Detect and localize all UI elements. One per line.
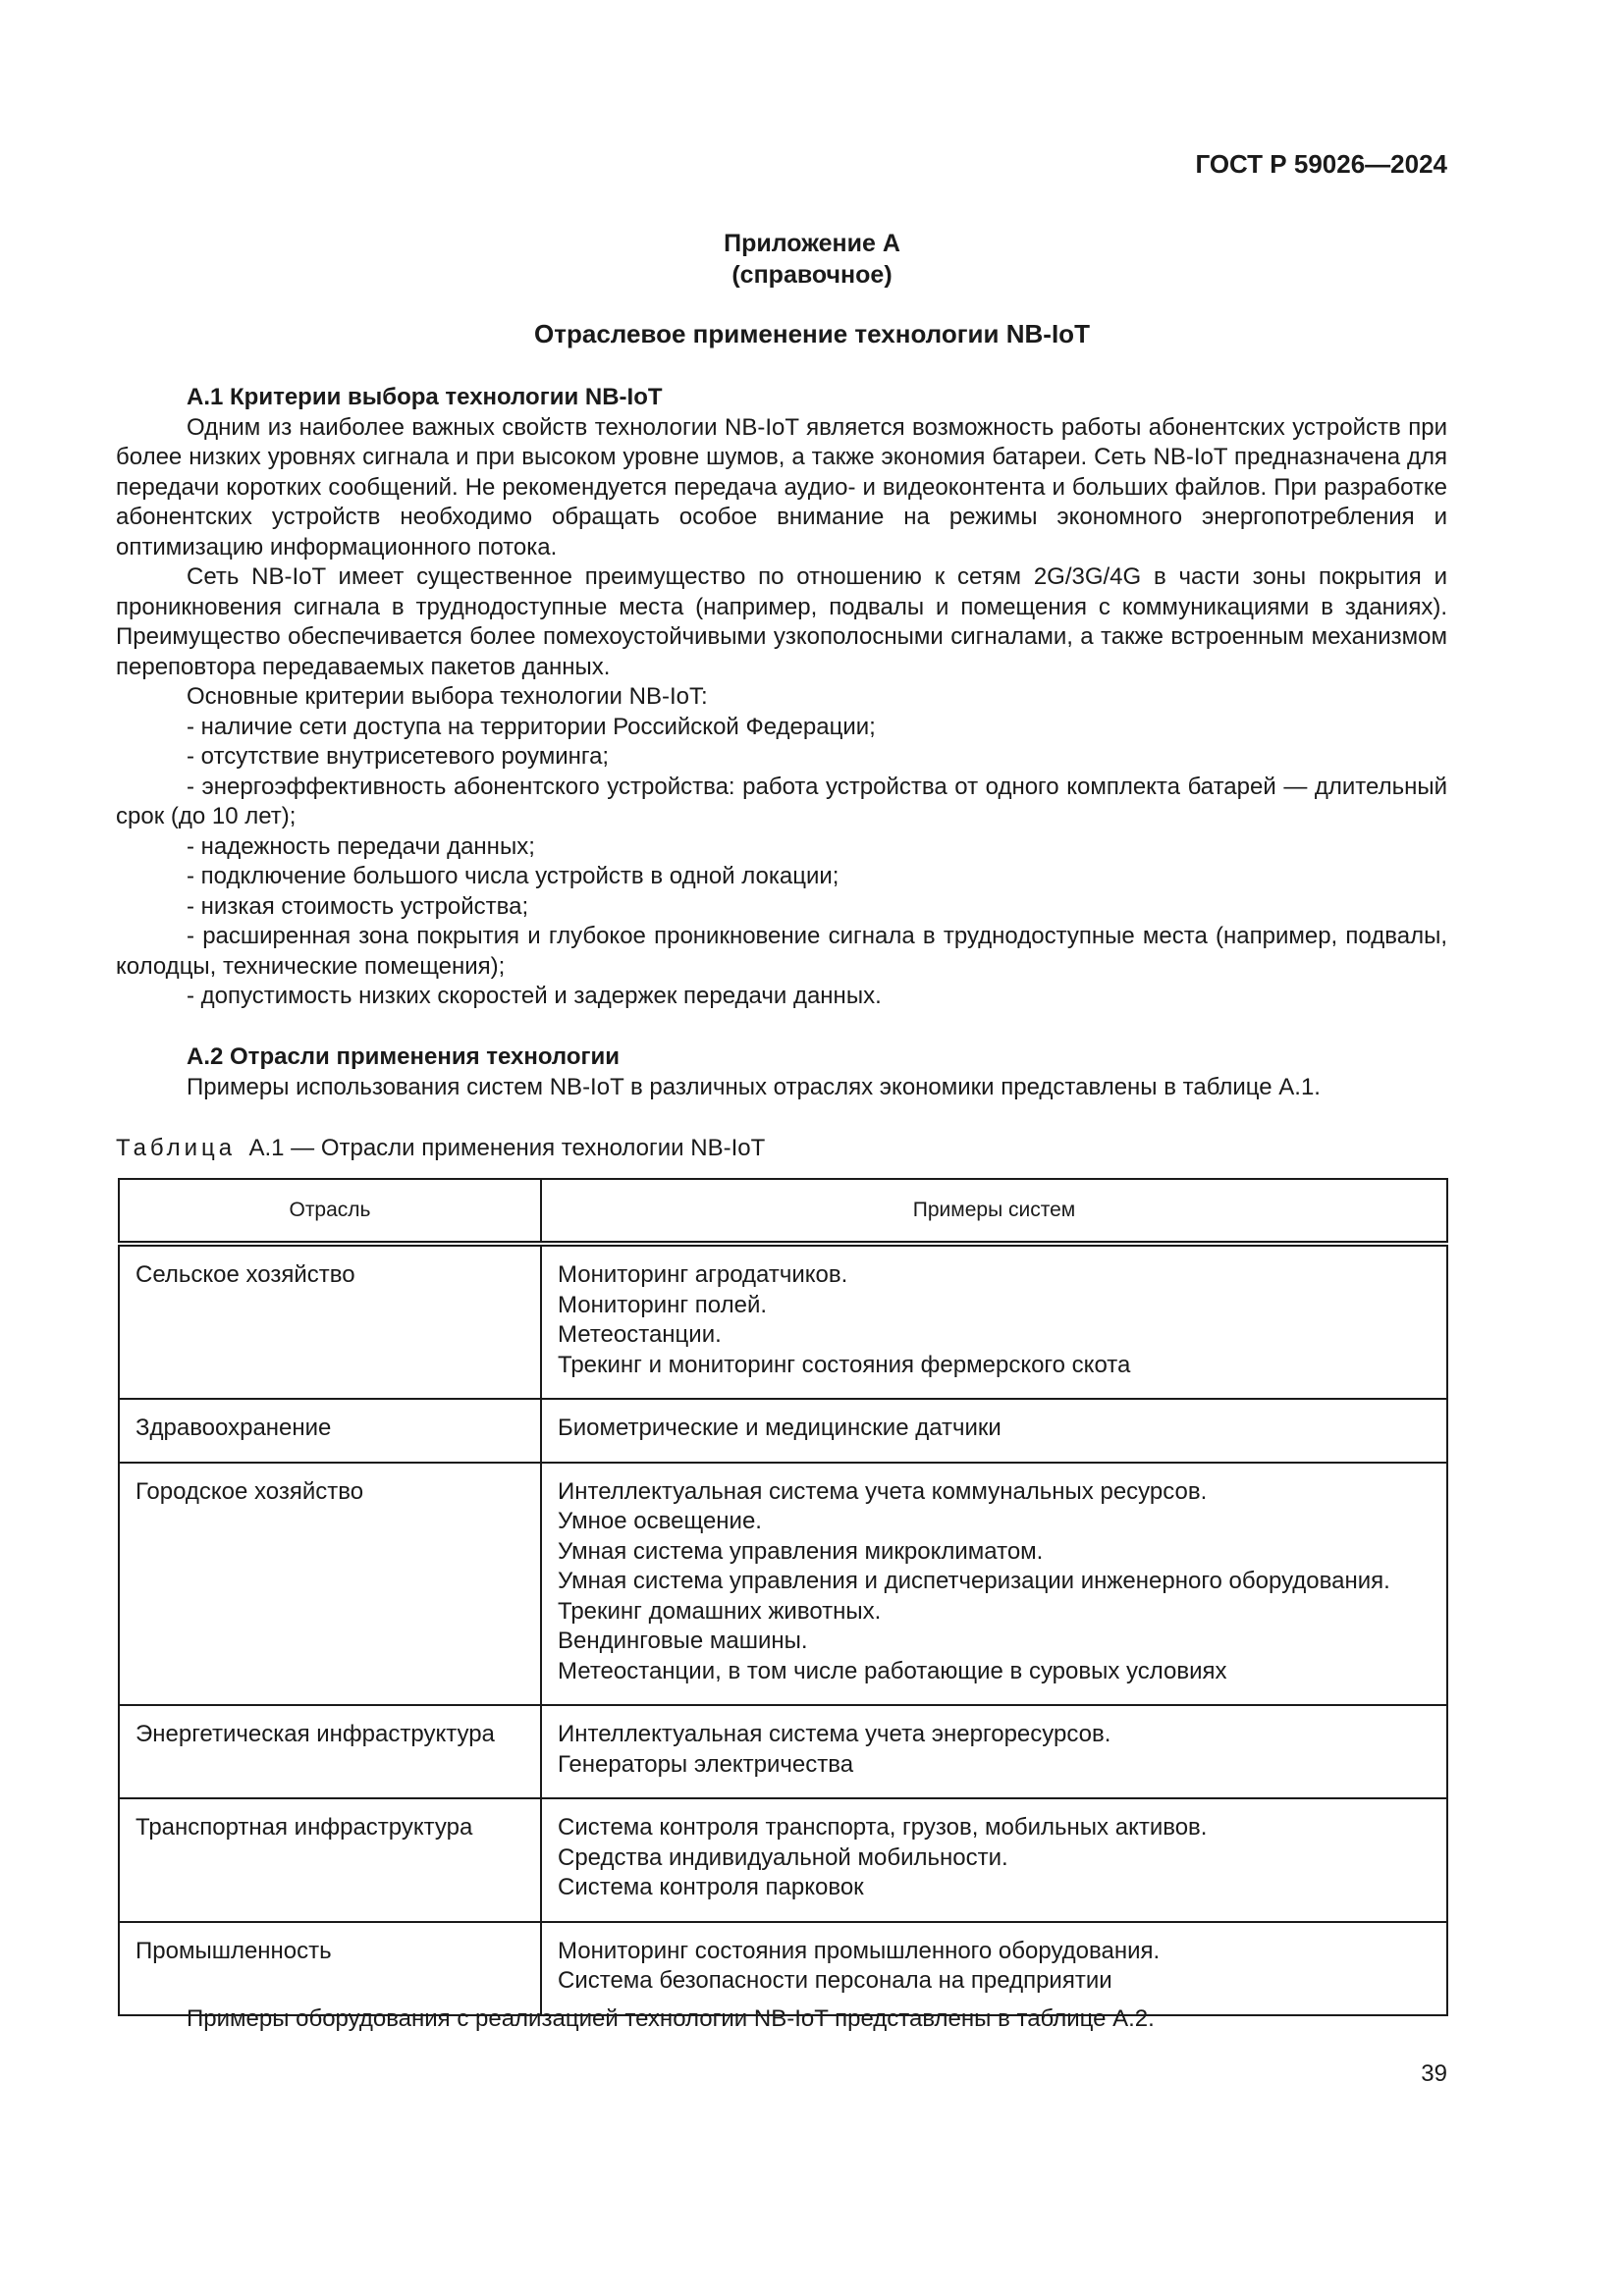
section-a1-heading: А.1 Критерии выбора технологии NB-IoT	[187, 384, 663, 410]
table-row	[119, 1798, 1447, 1922]
example-line: Интеллектуальная система учета коммунальных ресурсов.	[558, 1477, 1208, 1505]
paragraph: Сеть NB-IoT имеет существенное преимущество по отношению к сетям 2G/3G/4G в части зоны покрытия и проникновения сигнала в труднодоступные места (например, подвалы и помещения с коммуникациями в зданиях). Преимущество обеспечивается более помехоустойчивыми узкополосными сигналами, а также встроенным механизмом переповтора передаваемых пакетов данных.	[116, 563, 1447, 680]
column-header-industry: Отрасль	[119, 1179, 541, 1244]
examples-cell	[541, 1705, 1447, 1798]
examples-cell	[541, 1399, 1447, 1463]
table-caption-prefix: Таблица	[116, 1135, 237, 1161]
example-line: Мониторинг полей.	[558, 1291, 768, 1318]
examples-cell	[541, 1798, 1447, 1922]
list-item: - наличие сети доступа на территории Российской Федерации;	[187, 713, 876, 740]
list-item: - отсутствие внутрисетевого роуминга;	[187, 743, 610, 770]
industry-cell: Промышленность	[119, 1922, 541, 2015]
section-a2	[116, 1042, 1447, 1102]
example-line: Метеостанции.	[558, 1321, 722, 1348]
examples-cell	[541, 1244, 1447, 1399]
example-line: Система контроля парковок	[558, 1874, 864, 1900]
industry-cell: Транспортная инфраструктура	[119, 1798, 541, 1922]
list-item: - энергоэффективность абонентского устройства: работа устройства от одного комплекта батарей — длительный срок (до 10 лет);	[116, 773, 1447, 829]
list-item: - расширенная зона покрытия и глубокое проникновение сигнала в труднодоступные места (например, подвалы, колодцы, технические помещения);	[116, 923, 1447, 980]
page-number: 39	[1421, 2060, 1447, 2087]
section-a2-heading: А.2 Отрасли применения технологии	[187, 1043, 621, 1070]
table-header-row	[119, 1179, 1447, 1244]
annex-heading	[0, 228, 1624, 291]
industry-cell: Городское хозяйство	[119, 1463, 541, 1706]
annex-type: (справочное)	[731, 261, 893, 289]
example-line: Мониторинг состояния промышленного оборудования.	[558, 1937, 1161, 1964]
table-row	[119, 1922, 1447, 2015]
example-line: Средства индивидуальной мобильности.	[558, 1843, 1008, 1871]
table-caption-text: А.1 — Отрасли применения технологии NB-IoT	[248, 1135, 766, 1161]
list-item: - низкая стоимость устройства;	[187, 892, 529, 920]
paragraph: Основные критерии выбора технологии NB-IoT:	[187, 683, 708, 710]
example-line: Вендинговые машины.	[558, 1628, 808, 1654]
industries-table	[118, 1178, 1448, 2016]
annex-title: Отраслевое применение технологии NB-IoT	[534, 319, 1090, 348]
example-line: Метеостанции, в том числе работающие в суровых условиях	[558, 1657, 1227, 1684]
list-item: - допустимость низких скоростей и задержек передачи данных.	[187, 983, 882, 1009]
table-row	[119, 1705, 1447, 1798]
list-item: - надежность передачи данных;	[187, 832, 535, 860]
example-line: Умная система управления и диспетчеризации инженерного оборудования.	[558, 1568, 1390, 1594]
example-line: Интеллектуальная система учета энергоресурсов.	[558, 1721, 1111, 1747]
paragraph: Одним из наиболее важных свойств технологии NB-IoT является возможность работы абонентских устройств при более низких уровнях сигнала и при высоком уровне шумов, а также экономия батареи. Сеть NB-IoT предназначена для передачи коротких сообщений. Не рекомендуется передача аудио- и видеоконтента и больших файлов. При разработке абонентских устройств необходимо обращать особое внимание на режимы экономного энергопотребления и оптимизацию информационного потока.	[116, 413, 1447, 561]
list-item: - подключение большого числа устройств в одной локации;	[187, 863, 839, 889]
examples-cell	[541, 1463, 1447, 1706]
example-line: Трекинг домашних животных.	[558, 1597, 882, 1625]
example-line: Умное освещение.	[558, 1508, 762, 1534]
closing-paragraph: Примеры оборудования с реализацией технологии NB-IoT представлены в таблице А.2.	[187, 2005, 1155, 2032]
table-row	[119, 1463, 1447, 1706]
table-row	[119, 1244, 1447, 1399]
column-header-examples: Примеры систем	[541, 1179, 1447, 1244]
paragraph: Примеры использования систем NB-IoT в различных отраслях экономики представлены в таблице А.1.	[187, 1073, 1321, 1100]
examples-cell	[541, 1922, 1447, 2015]
table-caption	[116, 1135, 765, 1162]
example-line: Система безопасности персонала на предприятии	[558, 1967, 1112, 1994]
example-line: Биометрические и медицинские датчики	[558, 1415, 1001, 1441]
industry-cell: Сельское хозяйство	[119, 1244, 541, 1399]
annex-label: Приложение А	[724, 230, 900, 257]
example-line: Мониторинг агродатчиков.	[558, 1261, 848, 1288]
example-line: Генераторы электричества	[558, 1750, 854, 1778]
table-row	[119, 1399, 1447, 1463]
section-a1	[116, 383, 1447, 1012]
example-line: Система контроля транспорта, грузов, мобильных активов.	[558, 1814, 1208, 1841]
industry-cell: Энергетическая инфраструктура	[119, 1705, 541, 1798]
example-line: Умная система управления микроклиматом.	[558, 1537, 1044, 1565]
example-line: Трекинг и мониторинг состояния фермерского скота	[558, 1351, 1131, 1378]
industry-cell: Здравоохранение	[119, 1399, 541, 1463]
standard-designation: ГОСТ Р 59026—2024	[1195, 149, 1447, 179]
